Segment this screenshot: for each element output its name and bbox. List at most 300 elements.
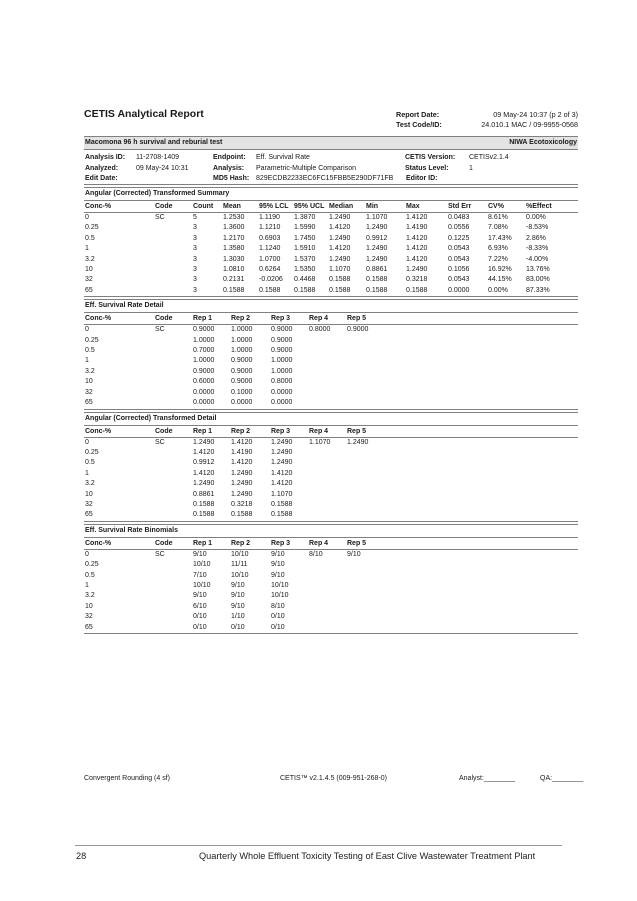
table-cell: 1.4120: [406, 255, 428, 263]
table-cell: 1.2490: [406, 266, 428, 274]
table-cell: 3: [193, 255, 197, 263]
table-cell: -0.0206: [259, 276, 283, 284]
table-cell: 10/10: [193, 561, 211, 569]
table-cell: [154, 346, 192, 356]
section-title: Eff. Survival Rate Detail: [84, 299, 578, 312]
table-header: [84, 537, 578, 549]
table-cell: 0.6903: [259, 234, 281, 242]
table-cell: 0.3218: [406, 276, 428, 284]
transformed-detail-table: [84, 425, 578, 522]
table-cell: 1.2490: [366, 224, 388, 232]
table-cell: SC: [155, 214, 165, 221]
table-cell: 10/10: [231, 550, 249, 558]
table-row: [84, 581, 578, 591]
table-cell: 3.2: [85, 367, 95, 375]
table-cell: 0: [85, 326, 89, 334]
table-cell: [346, 500, 384, 510]
survival-binomials-section: [84, 524, 578, 634]
table-cell: [154, 571, 192, 581]
table-cell: 9/10: [231, 592, 245, 600]
table-cell: [346, 560, 384, 570]
table-cell: 1.1210: [259, 224, 281, 232]
table-cell: [346, 356, 384, 366]
table-cell-spacer: [384, 612, 578, 622]
table-cell-spacer: [384, 469, 578, 479]
table-cell: [308, 346, 346, 356]
table-cell: 1.4120: [406, 245, 428, 253]
table-cell: 1: [85, 469, 89, 477]
column-header: Conc-%: [84, 201, 154, 213]
table-cell: 1.1070: [309, 438, 331, 446]
table-row: [84, 388, 578, 398]
table-cell: 65: [84, 510, 154, 521]
table-cell: 44.15%: [488, 276, 512, 284]
column-header: 95% UCL: [293, 201, 328, 213]
table-cell: 1.5990: [294, 224, 316, 232]
table-cell-spacer: [384, 437, 578, 448]
column-header: Rep 3: [270, 537, 308, 549]
table-cell: 0/10: [270, 623, 308, 634]
test-code-value: 24.010.1 MAC / 09-9955-0568: [481, 120, 578, 129]
transformed-detail-section: [84, 412, 578, 522]
analysis-id-value: 11-2708-1409: [136, 154, 180, 161]
table-cell: 0.8861: [366, 266, 388, 274]
table-cell: [308, 388, 346, 398]
column-header: Count: [192, 201, 222, 213]
table-cell-spacer: [384, 623, 578, 634]
table-cell: 1.0000: [231, 336, 253, 344]
table-cell: [308, 469, 346, 479]
column-header: Rep 4: [308, 425, 346, 437]
table-cell: [346, 591, 384, 601]
table-cell: 1.4120: [193, 469, 215, 477]
table-cell: 0.1225: [448, 234, 470, 242]
report-header: [84, 108, 578, 136]
column-spacer: [384, 425, 578, 437]
table-cell: [154, 367, 192, 377]
status-level-label: Status Level:: [405, 164, 449, 172]
column-header: Rep 4: [308, 313, 346, 325]
table-cell: 0: [85, 438, 89, 446]
table-cell: 1.0000: [231, 347, 253, 355]
table-cell: 7.22%: [488, 255, 508, 263]
table-cell: 11/11: [231, 561, 248, 569]
table-cell: 0.1588: [258, 286, 293, 297]
table-cell: 0.1588: [365, 286, 405, 297]
table-cell: [308, 591, 346, 601]
table-cell: [346, 346, 384, 356]
column-header: Rep 2: [230, 313, 270, 325]
table-cell: 10: [85, 490, 93, 498]
table-cell: 0.1588: [271, 500, 293, 508]
table-cell: 0.9912: [366, 234, 388, 242]
column-header: Rep 2: [230, 537, 270, 549]
table-cell: 0.1588: [222, 286, 258, 297]
table-cell: [154, 479, 192, 489]
table-cell: 1.4120: [406, 214, 428, 221]
table-cell: [154, 490, 192, 500]
table-cell: [346, 602, 384, 612]
table-cell: 0.0000: [193, 388, 215, 396]
table-cell: 3: [193, 245, 197, 253]
table-cell: 3: [193, 266, 197, 274]
table-cell-spacer: [384, 398, 578, 409]
table-cell: [308, 571, 346, 581]
table-cell-spacer: [384, 346, 578, 356]
cetis-version-value: CETISv2.1.4: [469, 154, 509, 161]
cetis-version-label: CETIS Version:: [405, 154, 456, 161]
table-cell: 1.0700: [259, 255, 281, 263]
column-header: Rep 3: [270, 313, 308, 325]
table-cell: 0.4468: [294, 276, 316, 284]
table-cell: 0.1056: [448, 266, 470, 274]
table-cell: 0.9000: [231, 367, 253, 375]
column-header: Rep 5: [346, 537, 384, 549]
table-cell: 9/10: [271, 571, 285, 579]
table-cell: 9/10: [271, 561, 285, 569]
table-cell: [308, 448, 346, 458]
table-row: [84, 275, 578, 285]
column-header: Rep 4: [308, 537, 346, 549]
table-cell-spacer: [384, 581, 578, 591]
table-cell-spacer: [384, 325, 578, 336]
table-cell: 0.5: [85, 571, 95, 579]
table-cell: 83.00%: [526, 276, 550, 284]
table-cell: [308, 479, 346, 489]
table-cell: 0.3218: [231, 500, 253, 508]
column-header: Rep 1: [192, 425, 230, 437]
table-cell: 1.2490: [366, 245, 388, 253]
table-cell: 5: [193, 214, 197, 221]
table-cell: 8/10: [309, 550, 323, 558]
table-cell: [154, 398, 192, 409]
column-header: Std Err: [447, 201, 487, 213]
table-row: [84, 367, 578, 377]
survival-binomials-table: [84, 537, 578, 634]
transformed-summary-section: [84, 187, 578, 297]
table-cell: 1: [85, 581, 89, 589]
table-cell: 1.4120: [193, 448, 215, 456]
table-row: [84, 213, 578, 224]
table-cell: [154, 336, 192, 346]
analysis-info: [84, 150, 578, 185]
table-row: [84, 549, 578, 560]
table-cell: [346, 479, 384, 489]
table-cell: 1.5350: [294, 266, 316, 274]
test-code-label: Test Code/ID:: [396, 120, 442, 129]
editor-id-label: Editor ID:: [406, 175, 438, 182]
table-cell: 1.2490: [329, 255, 351, 263]
analysis-value: Parametric-Multiple Comparison: [256, 164, 356, 172]
table-cell: 0.0483: [448, 214, 470, 221]
table-cell: [154, 448, 192, 458]
table-cell: 10: [85, 378, 93, 386]
table-cell: 1.5910: [294, 245, 316, 253]
table-cell: 7.08%: [488, 224, 508, 232]
table-cell: [154, 265, 192, 275]
table-cell: 1.1070: [271, 490, 293, 498]
table-cell: 0: [85, 550, 89, 558]
table-cell: [308, 560, 346, 570]
column-header: CV%: [487, 201, 525, 213]
table-cell-spacer: [384, 560, 578, 570]
table-cell: [154, 286, 192, 297]
table-cell: [308, 356, 346, 366]
report-date-label: Report Date:: [396, 110, 440, 119]
column-header: Rep 1: [192, 313, 230, 325]
table-cell: [346, 388, 384, 398]
table-cell: [346, 367, 384, 377]
rounding-note: Convergent Rounding (4 sf): [84, 775, 170, 782]
table-cell: [154, 500, 192, 510]
table-cell: 0.0000: [271, 388, 293, 396]
table-cell: 0.0556: [448, 224, 470, 232]
table-cell: 0.0543: [448, 255, 470, 263]
table-cell: [346, 571, 384, 581]
table-header: [84, 425, 578, 437]
table-cell: 0.9000: [231, 378, 253, 386]
table-cell: [308, 510, 346, 521]
table-cell: [308, 612, 346, 622]
table-cell: 3.2: [85, 480, 95, 488]
table-cell: 1.2490: [271, 459, 293, 467]
column-header: Median: [328, 201, 365, 213]
table-row: [84, 398, 578, 409]
section-title: Angular (Corrected) Transformed Summary: [84, 187, 578, 200]
table-cell: 3: [193, 224, 197, 232]
table-cell: SC: [155, 550, 165, 558]
table-cell: 0.25: [85, 448, 99, 456]
table-cell: [154, 602, 192, 612]
table-cell: [346, 490, 384, 500]
table-cell: 0/10: [193, 613, 207, 621]
table-cell: [154, 581, 192, 591]
table-cell: 1.2490: [231, 490, 253, 498]
table-cell: [154, 560, 192, 570]
table-cell: -4.00%: [526, 255, 549, 263]
table-row: [84, 571, 578, 581]
table-cell: 1.2530: [223, 214, 245, 221]
table-cell: 3: [193, 234, 197, 242]
table-cell: 32: [85, 276, 93, 284]
document-title: Quarterly Whole Effluent Toxicity Testing of East Clive Wastewater Treatment Plant: [199, 851, 536, 861]
table-cell: 1.1190: [259, 214, 280, 221]
table-row: [84, 602, 578, 612]
table-cell: 1.1070: [329, 266, 351, 274]
table-row: [84, 591, 578, 601]
report-date-value: 09 May-24 10:37 (p 2 of 3): [493, 110, 578, 119]
table-cell: 1.0000: [193, 336, 215, 344]
table-cell: 10/10: [193, 581, 211, 589]
md5-value: 829ECDB2233EC6FC15FBB5E290DF71FB: [256, 175, 394, 182]
table-row: [84, 356, 578, 366]
table-cell: 1.2490: [347, 438, 369, 446]
table-cell: 1.5370: [294, 255, 316, 263]
table-cell: 3: [193, 276, 197, 284]
table-cell: [308, 458, 346, 468]
table-cell: [346, 377, 384, 387]
section-title: Eff. Survival Rate Binomials: [84, 524, 578, 537]
table-cell: [346, 581, 384, 591]
table-cell: [154, 356, 192, 366]
table-cell: 9/10: [231, 581, 245, 589]
column-header: Max: [405, 201, 447, 213]
table-cell-spacer: [384, 377, 578, 387]
table-cell: 1.0000: [271, 367, 293, 375]
table-cell-spacer: [384, 336, 578, 346]
endpoint-label: Endpoint:: [213, 154, 246, 161]
table-cell: 1.4120: [231, 459, 253, 467]
table-cell-spacer: [384, 500, 578, 510]
table-cell: [308, 623, 346, 634]
table-row: [84, 234, 578, 244]
analyst-signature: Analyst:________: [459, 775, 516, 782]
table-cell: [154, 255, 192, 265]
table-row: [84, 346, 578, 356]
table-cell: 0.0000: [230, 398, 270, 409]
column-header: Rep 3: [270, 425, 308, 437]
column-spacer: [384, 313, 578, 325]
table-cell: 0.1588: [293, 286, 328, 297]
table-cell-spacer: [384, 571, 578, 581]
table-cell: [346, 623, 384, 634]
table-cell: 6.93%: [488, 245, 508, 253]
qa-signature: QA:________: [540, 775, 584, 782]
table-cell: 0.00%: [487, 286, 525, 297]
table-cell: [154, 223, 192, 233]
table-cell: [154, 469, 192, 479]
table-cell-spacer: [384, 448, 578, 458]
test-band: [84, 136, 578, 150]
table-cell: 10: [85, 602, 93, 610]
table-cell: 1.2490: [193, 438, 215, 446]
table-cell: [154, 275, 192, 285]
column-header: Conc-%: [84, 537, 154, 549]
table-cell: [154, 458, 192, 468]
transformed-summary-table: [84, 200, 578, 297]
cetis-version-note: CETIS™ v2.1.4.5 (009-951-268-0): [280, 775, 387, 782]
table-cell: 0/10: [230, 623, 270, 634]
table-cell: 1/10: [231, 613, 245, 621]
column-header: Rep 2: [230, 425, 270, 437]
analytical-report: [84, 108, 578, 634]
table-cell: -8.53%: [526, 224, 549, 232]
table-row: [84, 336, 578, 346]
table-cell: 16.92%: [488, 266, 512, 274]
table-cell: 1.3580: [223, 245, 245, 253]
table-cell: [308, 581, 346, 591]
table-cell-spacer: [384, 356, 578, 366]
table-cell-spacer: [384, 490, 578, 500]
table-cell: 1: [85, 357, 89, 365]
table-cell: 0.2131: [223, 276, 245, 284]
table-cell: 1.3030: [223, 255, 245, 263]
table-row: [84, 458, 578, 468]
table-cell: 0.1588: [329, 276, 351, 284]
table-cell: 1: [85, 245, 89, 253]
table-row: [84, 448, 578, 458]
table-cell: 1.4120: [406, 234, 428, 242]
column-header: Mean: [222, 201, 258, 213]
table-cell: 3: [192, 286, 222, 297]
table-cell: [346, 612, 384, 622]
table-cell: 0.0000: [447, 286, 487, 297]
section-title: Angular (Corrected) Transformed Detail: [84, 412, 578, 425]
table-cell: 17.43%: [488, 234, 512, 242]
table-cell: [154, 612, 192, 622]
table-cell: 0.9000: [271, 336, 293, 344]
table-cell: 0.1588: [405, 286, 447, 297]
table-cell: 0.1588: [328, 286, 365, 297]
column-header: Min: [365, 201, 405, 213]
table-cell: 1.2490: [231, 480, 253, 488]
table-cell: 0.25: [85, 561, 99, 569]
table-cell: 32: [85, 613, 93, 621]
analysis-id-label: Analysis ID:: [85, 154, 126, 161]
report-title: CETIS Analytical Report: [84, 108, 204, 120]
table-cell: SC: [155, 326, 165, 334]
table-cell: 0.9912: [193, 459, 215, 467]
table-cell: 1.2490: [366, 255, 388, 263]
table-row: [84, 623, 578, 634]
table-row: [84, 437, 578, 448]
table-cell: [154, 623, 192, 634]
table-cell: 1.4120: [231, 438, 253, 446]
table-cell: [346, 510, 384, 521]
table-cell: [154, 377, 192, 387]
table-cell: SC: [155, 438, 165, 446]
table-row: [84, 469, 578, 479]
table-cell: 1.4120: [329, 224, 351, 232]
table-row: [84, 490, 578, 500]
table-cell: 1.7450: [294, 234, 316, 242]
table-cell: 10/10: [271, 581, 289, 589]
table-cell-spacer: [384, 549, 578, 560]
column-spacer: [384, 537, 578, 549]
table-cell: [346, 448, 384, 458]
table-cell: 0.1588: [192, 510, 230, 521]
table-cell: 0.0000: [270, 398, 308, 409]
report-footer: [84, 775, 584, 785]
table-row: [84, 325, 578, 336]
table-cell: [308, 398, 346, 409]
column-header: %Effect: [525, 201, 578, 213]
table-cell: 0.25: [85, 224, 99, 232]
table-cell: [154, 510, 192, 521]
column-header: Code: [154, 201, 192, 213]
table-row: [84, 377, 578, 387]
table-cell-spacer: [384, 510, 578, 521]
table-cell: 1.3870: [294, 214, 316, 221]
table-cell: 0.9000: [231, 357, 253, 365]
table-cell: 1.0810: [223, 266, 245, 274]
table-cell: [308, 490, 346, 500]
table-cell: 1.1240: [259, 245, 281, 253]
table-cell: 0.1588: [270, 510, 308, 521]
table-cell: 0.9000: [193, 326, 215, 334]
table-cell: [346, 458, 384, 468]
table-cell: 0: [85, 214, 89, 221]
column-header: 95% LCL: [258, 201, 293, 213]
table-cell: 0.25: [85, 336, 99, 344]
table-cell: 65: [84, 623, 154, 634]
table-cell: 0.8000: [309, 326, 331, 334]
survival-rate-detail-section: [84, 299, 578, 409]
table-cell: [308, 367, 346, 377]
table-row: [84, 510, 578, 521]
table-cell: [154, 591, 192, 601]
table-cell: 8/10: [271, 602, 285, 610]
